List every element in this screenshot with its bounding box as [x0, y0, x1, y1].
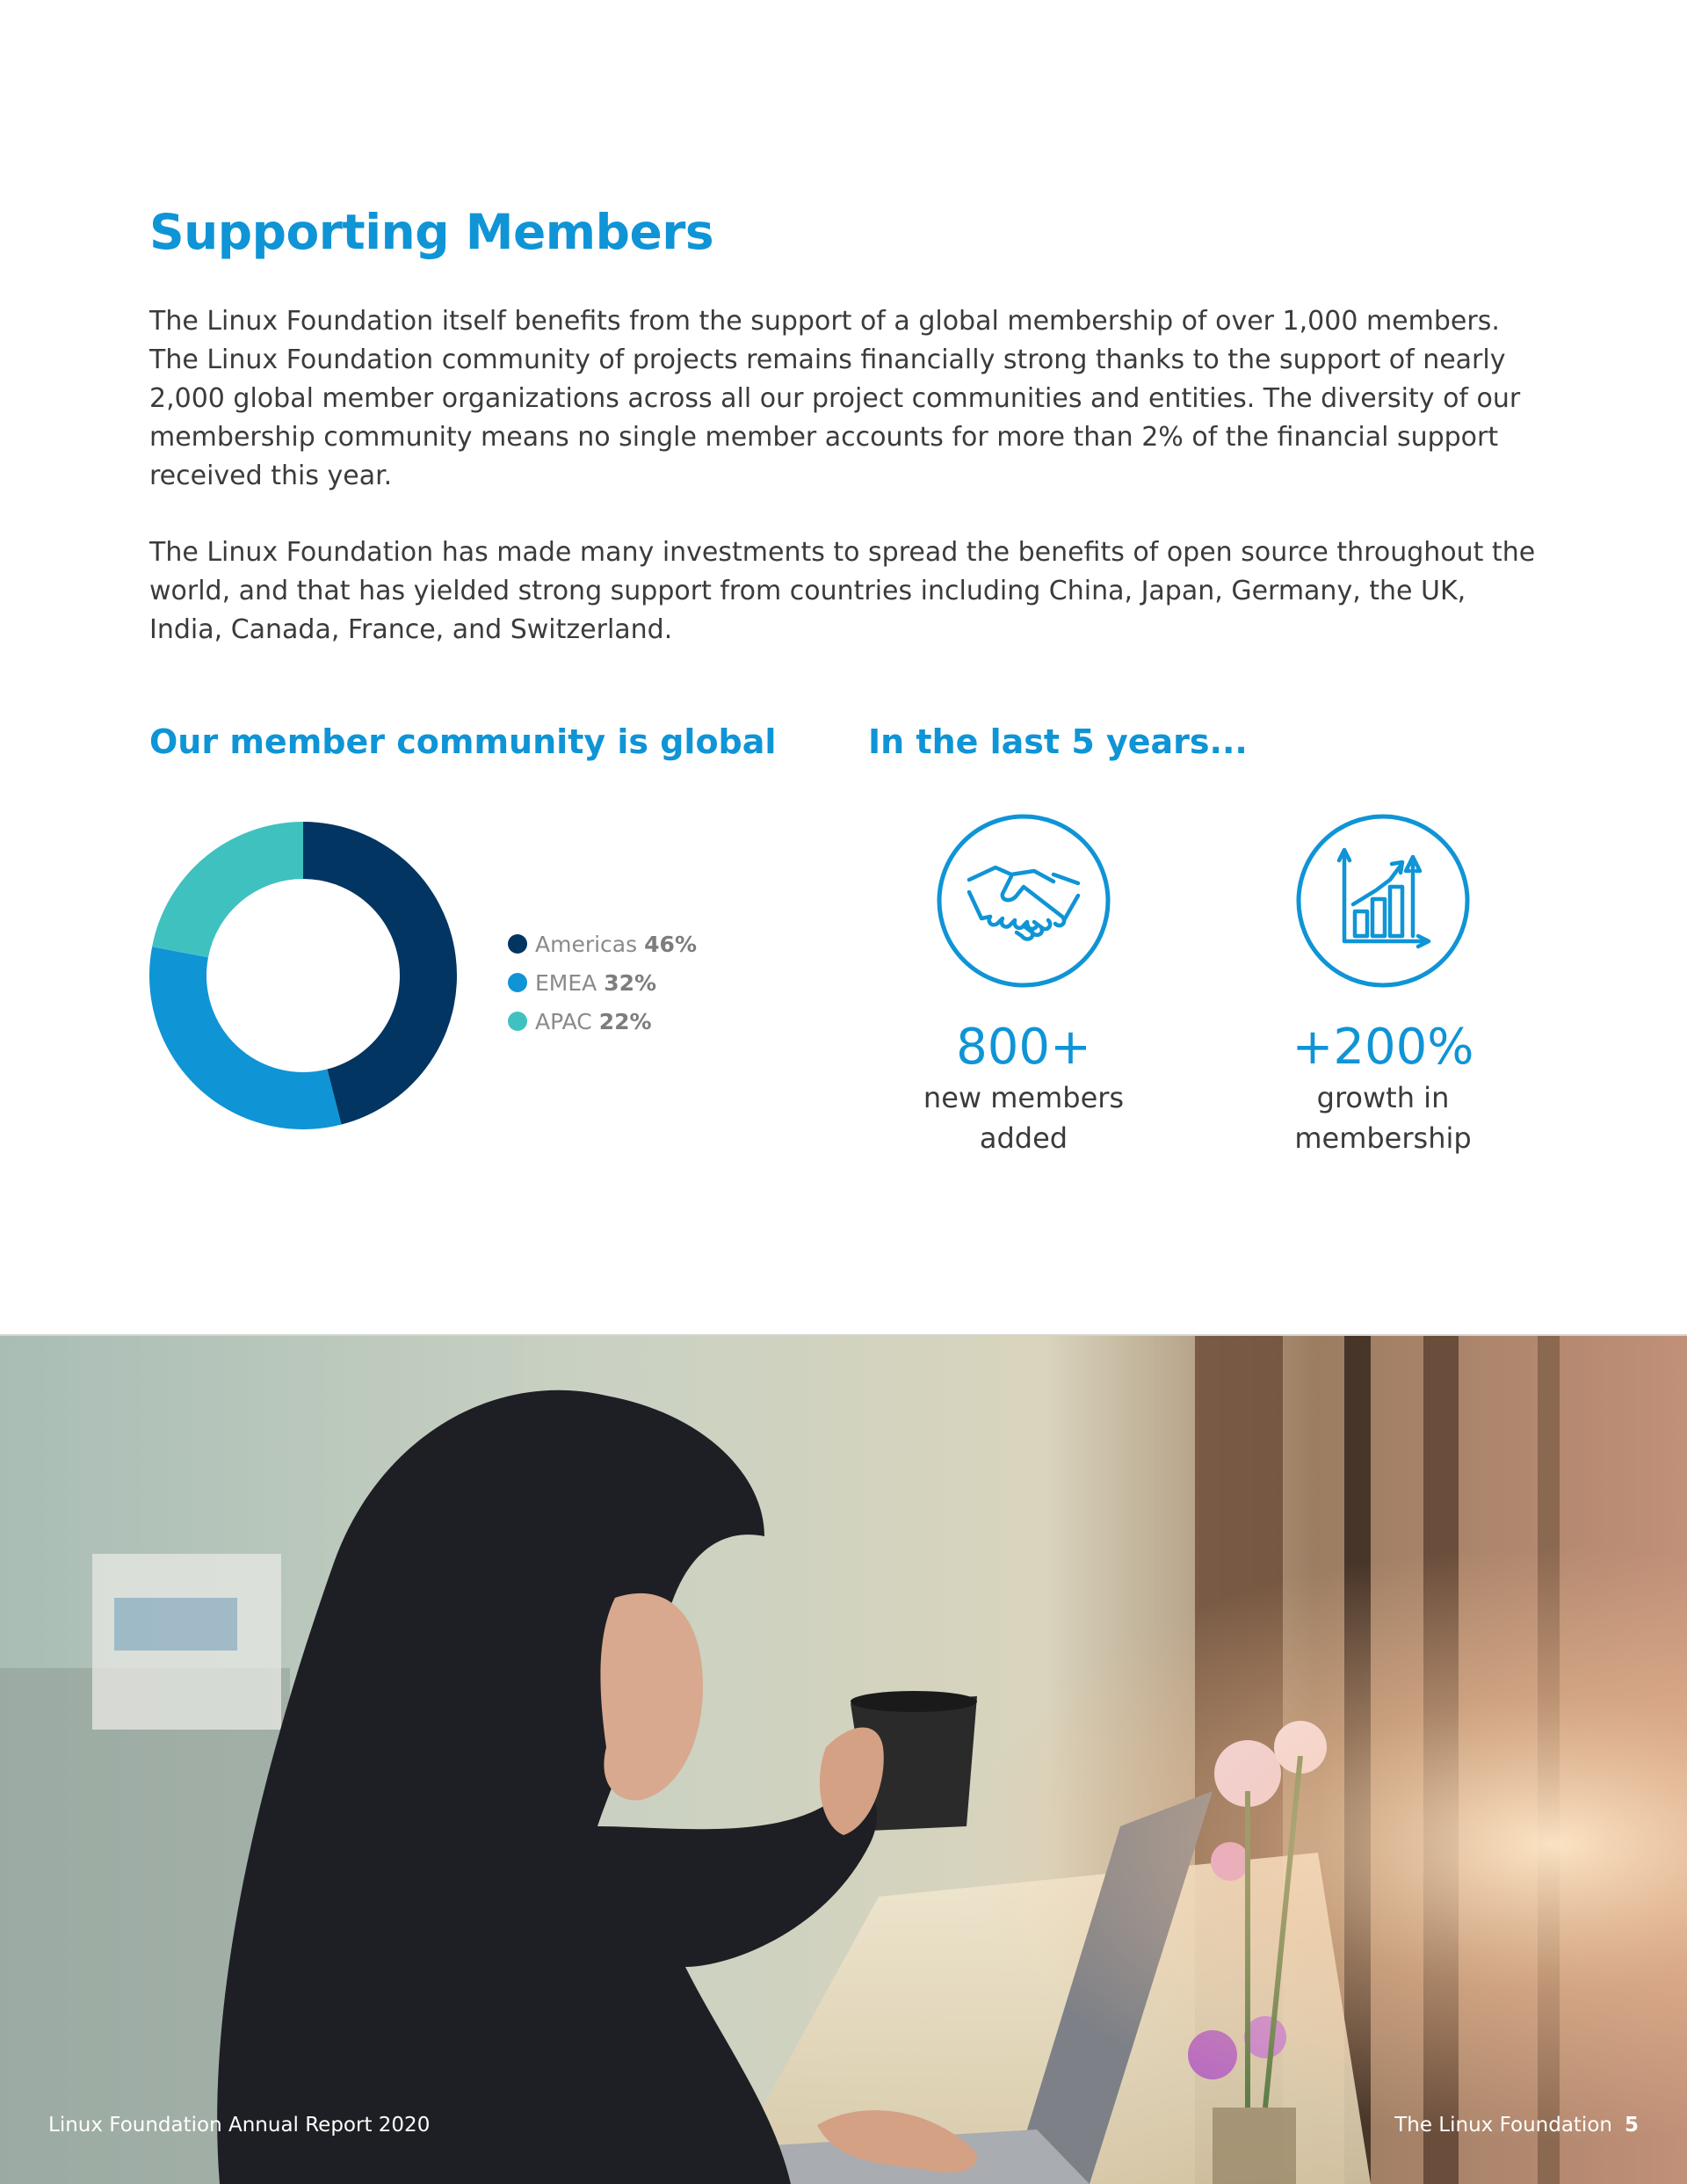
page-number: 5	[1624, 2114, 1639, 2137]
chart-legend	[508, 925, 697, 1041]
legend-label-emea: EMEA	[535, 969, 597, 996]
legend-item-americas	[508, 925, 697, 963]
legend-item-emea	[508, 963, 697, 1002]
intro-paragraph: The Linux Foundation itself benefits from the support of a global membership of over 1,000 members. The Linux Foundation community of projects remains financially strong thanks to the support of nearly 2,000 global member organizations across all our project communities and entities. The diversity of our membership community means no single member accounts for more than 2% of the financial support received this year.	[149, 306, 1521, 491]
growth-label-line1: growth in	[1316, 1081, 1450, 1114]
legend-value-emea: 32%	[604, 969, 657, 996]
growth-label-line2: membership	[1294, 1121, 1472, 1155]
footer-report-title: Linux Foundation Annual Report 2020	[48, 2114, 431, 2137]
member-community-heading: Our member community is global	[149, 722, 777, 761]
woman-with-laptop-photo	[0, 1334, 1687, 2184]
legend-swatch-apac	[508, 1012, 527, 1031]
footer-org	[1394, 2114, 1639, 2137]
stat-new-members	[865, 813, 1182, 1157]
handshake-icon	[936, 813, 1111, 989]
new-members-value: 800+	[956, 1019, 1091, 1076]
growth-value: +200%	[1292, 1019, 1474, 1076]
legend-value-apac: 22%	[598, 1008, 652, 1034]
member-region-donut-chart	[141, 813, 466, 1138]
legend-label-apac: APAC	[535, 1008, 592, 1034]
new-members-label-line1: new members	[923, 1081, 1125, 1114]
stat-membership-growth	[1225, 813, 1541, 1157]
legend-swatch-emea	[508, 973, 527, 992]
legend-item-apac	[508, 1002, 697, 1041]
last-5-years-heading: In the last 5 years...	[868, 722, 1248, 761]
legend-swatch-americas	[508, 934, 527, 954]
donut-slice-emea	[149, 947, 342, 1129]
donut-slice-apac	[152, 822, 303, 957]
footer-org-name: The Linux Foundation	[1394, 2114, 1612, 2137]
page-title: Supporting Members	[149, 204, 714, 260]
growth-chart-icon	[1295, 813, 1471, 989]
new-members-label-line2: added	[979, 1121, 1068, 1155]
legend-label-americas: Americas	[535, 931, 638, 957]
legend-value-americas: 46%	[644, 931, 697, 957]
investment-paragraph: The Linux Foundation has made many investments to spread the benefits of open source throughout the world, and that has yielded strong support from countries including China, Japan, Germany, the UK, India, Canada, France, and Switzerland.	[149, 537, 1536, 645]
